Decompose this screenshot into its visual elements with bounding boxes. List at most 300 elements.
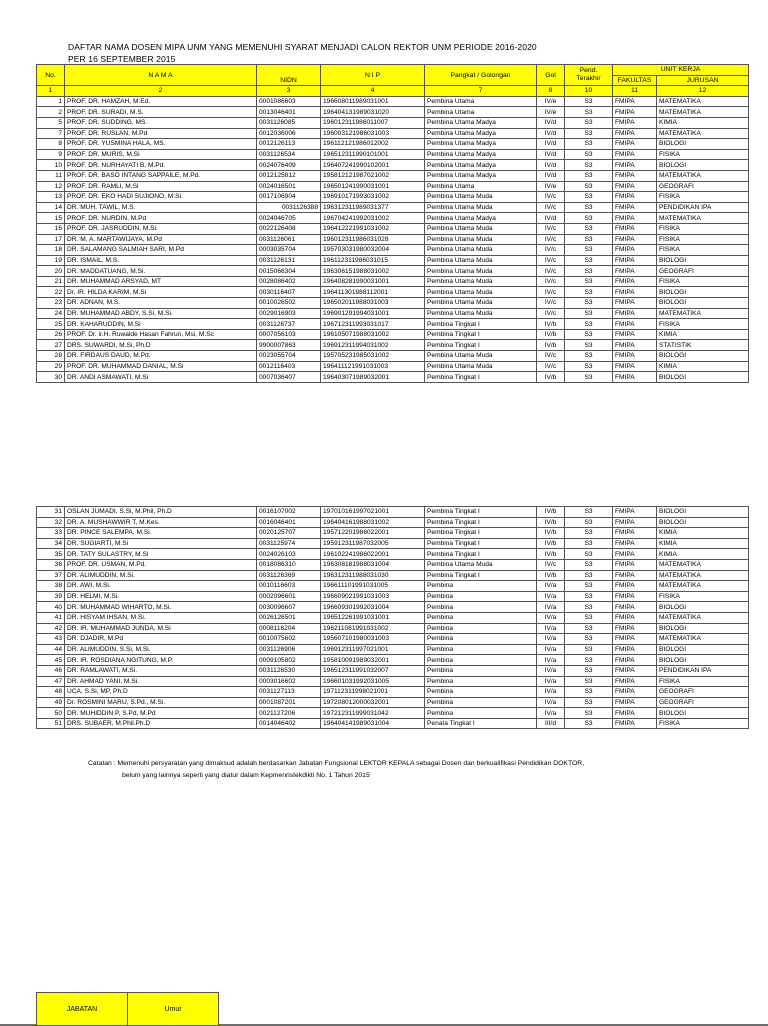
cell-gol: IV/a <box>537 602 565 613</box>
cell-nip: 196211081991031002 <box>321 623 425 634</box>
cell-jurusan: KIMIA <box>657 538 749 549</box>
cell-gol: IV/c <box>537 192 565 203</box>
cell-gol: III/d <box>537 718 565 729</box>
title-line-1: DAFTAR NAMA DOSEN MIPA UNM YANG MEMENUHI SYARAT MENJADI CALON REKTOR UNM PERIODE 2016-2020 <box>68 42 537 52</box>
cell-nidn: 0031126061 <box>257 234 321 245</box>
cell-nama: DR. AWI, M.Si. <box>65 581 257 592</box>
cell-nama: Dr. IR. HILDA KARIM, M.Si <box>65 287 257 298</box>
table-row <box>37 234 749 245</box>
cell-pangkat: Pembina <box>425 623 537 634</box>
cell-nidn: 0031126388 <box>257 202 321 213</box>
cell-pend: S3 <box>565 160 613 171</box>
cell-no: 7 <box>37 128 65 139</box>
cell-gol: IV/d <box>537 160 565 171</box>
cell-nip: 196308181988031004 <box>321 559 425 570</box>
header-col-number: 4 <box>321 86 425 97</box>
footnote-line-2: belum yang lainnya seperti yang diatur dalam Kepmenristekdikti No. 1 Tahun 2015 <box>122 772 370 779</box>
cell-gol: IV/b <box>537 517 565 528</box>
cell-nip: 196404131989031020 <box>321 107 425 118</box>
header-col-number: 1 <box>37 86 65 97</box>
cell-nama: DR. ISMAIL, M.S. <box>65 255 257 266</box>
cell-nama: DRS. SUBAER, M.Phil.Ph.D <box>65 718 257 729</box>
cell-pend: S3 <box>565 192 613 203</box>
cell-nip: 196609301992031004 <box>321 602 425 613</box>
cell-no: 30 <box>37 372 65 383</box>
table-row <box>37 351 749 362</box>
table-row <box>37 287 749 298</box>
cell-pangkat: Pembina Utama Muda <box>425 559 537 570</box>
cell-fakultas: FMIPA <box>613 351 657 362</box>
cell-no: 39 <box>37 591 65 602</box>
cell-nama: UCA, S.Si, MP, Ph.D <box>65 687 257 698</box>
cell-jurusan: KIMIA <box>657 329 749 340</box>
cell-gol: IV/a <box>537 697 565 708</box>
cell-fakultas: FMIPA <box>613 581 657 592</box>
cell-fakultas: FMIPA <box>613 170 657 181</box>
cell-nama: DR. IR. ROSDIANA NGITUNG, M.P. <box>65 655 257 666</box>
cell-pend: S3 <box>565 245 613 256</box>
cell-jurusan: MATEMATIKA <box>657 612 749 623</box>
table-row <box>37 192 749 203</box>
table-row <box>37 528 749 539</box>
cell-jurusan: STATISTIK <box>657 340 749 351</box>
table-row <box>37 266 749 277</box>
cell-no: 27 <box>37 340 65 351</box>
cell-nidn: 0028086402 <box>257 276 321 287</box>
cell-jurusan: MATEMATIKA <box>657 107 749 118</box>
cell-pend: S3 <box>565 107 613 118</box>
cell-jurusan: MATEMATIKA <box>657 634 749 645</box>
cell-jurusan: BIOLOGI <box>657 602 749 613</box>
cell-gol: IV/b <box>537 372 565 383</box>
cell-jurusan: MATEMATIKA <box>657 570 749 581</box>
cell-gol: IV/c <box>537 308 565 319</box>
cell-pend: S3 <box>565 549 613 560</box>
cell-pend: S3 <box>565 517 613 528</box>
cell-nip: 196112311986031015 <box>321 255 425 266</box>
cell-nip: 197010161997021001 <box>321 507 425 518</box>
header-gol: Gol <box>537 65 565 86</box>
cell-nama: DR. HELMI, M.Si. <box>65 591 257 602</box>
cell-no: 38 <box>37 581 65 592</box>
cell-nip: 196609021991031003 <box>321 591 425 602</box>
cell-nip: 197112311998021001 <box>321 687 425 698</box>
cell-nip: 196003121986031003 <box>321 128 425 139</box>
cell-pend: S3 <box>565 308 613 319</box>
cell-nip: 196611101991031005 <box>321 581 425 592</box>
cell-nama: PROF. DR. MURIS, M.Si <box>65 149 257 160</box>
cell-nidn: 0008116204 <box>257 623 321 634</box>
cell-pangkat: Pembina <box>425 634 537 645</box>
cell-nama: DR. MUHAMMAD ARSYAD, MT <box>65 276 257 287</box>
cell-nama: DR. ALIMUDDIN, S.Si, M.Si. <box>65 644 257 655</box>
cell-nip: 196112121986012002 <box>321 139 425 150</box>
cell-gol: IV/c <box>537 559 565 570</box>
cell-jurusan: FISIKA <box>657 676 749 687</box>
cell-gol: IV/c <box>537 245 565 256</box>
cell-nidn: 0024046705 <box>257 213 321 224</box>
cell-jurusan: KIMIA <box>657 117 749 128</box>
cell-nip: 196910171993031002 <box>321 192 425 203</box>
cell-jurusan: MATEMATIKA <box>657 128 749 139</box>
cell-pangkat: Pembina <box>425 697 537 708</box>
cell-gol: IV/b <box>537 538 565 549</box>
cell-jurusan: KIMIA <box>657 549 749 560</box>
cell-nidn: 0001086603 <box>257 96 321 107</box>
cell-jurusan: BIOLOGI <box>657 372 749 383</box>
table-body-bottom <box>37 507 749 729</box>
cell-pangkat: Pembina Tingkat I <box>425 549 537 560</box>
cell-pangkat: Pembina Utama Muda <box>425 308 537 319</box>
cell-nidn: 0024076409 <box>257 160 321 171</box>
cell-pangkat: Pembina Tingkat I <box>425 538 537 549</box>
cell-jurusan: MATEMATIKA <box>657 581 749 592</box>
cell-nidn: 0031126530 <box>257 665 321 676</box>
lecturer-table-bottom <box>36 506 749 729</box>
cell-no: 9 <box>37 149 65 160</box>
cell-pend: S3 <box>565 581 613 592</box>
cell-nidn: 0031126131 <box>257 255 321 266</box>
cell-nip: 196912311997021001 <box>321 644 425 655</box>
cell-nidn: 0031126534 <box>257 149 321 160</box>
table-row <box>37 708 749 719</box>
cell-no: 26 <box>37 329 65 340</box>
table-row <box>37 581 749 592</box>
table-row <box>37 718 749 729</box>
header-col-number: 8 <box>537 86 565 97</box>
cell-nidn: 0015066304 <box>257 266 321 277</box>
cell-fakultas: FMIPA <box>613 612 657 623</box>
footnote <box>88 758 584 782</box>
cell-pend: S3 <box>565 570 613 581</box>
cell-nama: DR. MUHIDDIN P, S.Pd, M.Pd <box>65 708 257 719</box>
cell-jurusan: BIOLOGI <box>657 517 749 528</box>
cell-pangkat: Pembina Tingkat I <box>425 329 537 340</box>
cell-nama: DR. RAMLAWATI, M.Si. <box>65 665 257 676</box>
cell-nidn: 0014046402 <box>257 718 321 729</box>
cell-no: 41 <box>37 612 65 623</box>
cell-nama: DR. HISYAM IHSAN, M.Si. <box>65 612 257 623</box>
cell-no: 46 <box>37 665 65 676</box>
cell-jurusan: BIOLOGI <box>657 507 749 518</box>
cell-nidn: 0016107002 <box>257 507 321 518</box>
cell-nama: DR. MUHAMMAD ABDY, S.Si, M.Si. <box>65 308 257 319</box>
cell-pend: S3 <box>565 340 613 351</box>
table-row <box>37 223 749 234</box>
cell-nama: PROF. DR. NURDIN, M.Pd <box>65 213 257 224</box>
cell-jurusan: GEOGRAFI <box>657 697 749 708</box>
cell-gol: IV/a <box>537 581 565 592</box>
cell-nip: 195812121987021002 <box>321 170 425 181</box>
cell-gol: IV/c <box>537 202 565 213</box>
cell-gol: IV/b <box>537 507 565 518</box>
cell-jurusan: FISIKA <box>657 149 749 160</box>
cell-pend: S3 <box>565 507 613 518</box>
cell-no: 10 <box>37 160 65 171</box>
cell-fakultas: FMIPA <box>613 245 657 256</box>
cell-no: 2 <box>37 107 65 118</box>
table-row <box>37 623 749 634</box>
table-row <box>37 139 749 150</box>
table-row <box>37 181 749 192</box>
cell-pend: S3 <box>565 623 613 634</box>
table-row <box>37 559 749 570</box>
cell-nidn: 0003016602 <box>257 676 321 687</box>
cell-no: 25 <box>37 319 65 330</box>
cell-gol: IV/a <box>537 644 565 655</box>
cell-pangkat: Pembina <box>425 591 537 602</box>
cell-nidn: 0010116603 <box>257 581 321 592</box>
table-row <box>37 213 749 224</box>
footer-umur: Umur <box>128 993 219 1026</box>
cell-pangkat: Pembina <box>425 602 537 613</box>
cell-nip: 196404161988031002 <box>321 517 425 528</box>
cell-nip: 196012311986011007 <box>321 117 425 128</box>
cell-pangkat: Pembina Utama <box>425 107 537 118</box>
cell-jurusan: FISIKA <box>657 223 749 234</box>
cell-pangkat: Pembina Utama Muda <box>425 361 537 372</box>
cell-pangkat: Pembina Utama Madya <box>425 117 537 128</box>
cell-pangkat: Pembina Utama <box>425 96 537 107</box>
cell-fakultas: FMIPA <box>613 687 657 698</box>
cell-nama: DR. ALIMUDDIN, M.Si. <box>65 570 257 581</box>
cell-fakultas: FMIPA <box>613 160 657 171</box>
cell-pend: S3 <box>565 255 613 266</box>
cell-fakultas: FMIPA <box>613 655 657 666</box>
cell-jurusan: PENDIDIKAN IPA <box>657 665 749 676</box>
document-title <box>68 41 537 65</box>
cell-jurusan: BIOLOGI <box>657 708 749 719</box>
table-row <box>37 107 749 118</box>
cell-no: 40 <box>37 602 65 613</box>
cell-jurusan: BIOLOGI <box>657 644 749 655</box>
cell-fakultas: FMIPA <box>613 549 657 560</box>
cell-nip: 196404141989031004 <box>321 718 425 729</box>
cell-nip: 196704241992031002 <box>321 213 425 224</box>
cell-pend: S3 <box>565 665 613 676</box>
cell-fakultas: FMIPA <box>613 538 657 549</box>
cell-fakultas: FMIPA <box>613 202 657 213</box>
cell-no: 24 <box>37 308 65 319</box>
cell-jurusan: BIOLOGI <box>657 655 749 666</box>
cell-gol: IV/a <box>537 634 565 645</box>
cell-nidn: 0022126408 <box>257 223 321 234</box>
cell-fakultas: FMIPA <box>613 697 657 708</box>
cell-pend: S3 <box>565 149 613 160</box>
cell-gol: IV/a <box>537 665 565 676</box>
cell-nidn: 0031126737 <box>257 319 321 330</box>
cell-pangkat: Pembina Utama Madya <box>425 139 537 150</box>
cell-gol: IV/b <box>537 329 565 340</box>
cell-gol: IV/c <box>537 361 565 372</box>
cell-nip: 196312311989031377 <box>321 202 425 213</box>
cell-gol: IV/d <box>537 117 565 128</box>
cell-jurusan: MATEMATIKA <box>657 559 749 570</box>
cell-pend: S3 <box>565 266 613 277</box>
cell-no: 12 <box>37 181 65 192</box>
cell-pend: S3 <box>565 687 613 698</box>
header-col-number: 7 <box>425 86 537 97</box>
table-row <box>37 372 749 383</box>
cell-fakultas: FMIPA <box>613 507 657 518</box>
cell-jurusan: MATEMATIKA <box>657 96 749 107</box>
cell-pend: S3 <box>565 319 613 330</box>
cell-no: 23 <box>37 298 65 309</box>
cell-nidn: 0012036006 <box>257 128 321 139</box>
table-row <box>37 676 749 687</box>
cell-fakultas: FMIPA <box>613 602 657 613</box>
cell-nidn: 0013046401 <box>257 107 321 118</box>
cell-jurusan: KIMIA <box>657 361 749 372</box>
table-row <box>37 308 749 319</box>
cell-nip: 196512261991031001 <box>321 612 425 623</box>
cell-nama: DRS. SUWARDI, M.Si, Ph.D <box>65 340 257 351</box>
header-nidn: NIDN <box>257 65 321 86</box>
header-fakultas: FAKULTAS <box>613 75 657 86</box>
cell-pend: S3 <box>565 591 613 602</box>
table-row <box>37 276 749 287</box>
cell-nidn: 0030116407 <box>257 287 321 298</box>
footer-jabatan: JABATAN <box>37 993 128 1026</box>
cell-nama: PROF. DR. RUSLAN, M.Pd <box>65 128 257 139</box>
cell-pangkat: Pembina <box>425 687 537 698</box>
cell-gol: IV/e <box>537 181 565 192</box>
cell-jurusan: FISIKA <box>657 591 749 602</box>
cell-gol: IV/e <box>537 96 565 107</box>
cell-fakultas: FMIPA <box>613 665 657 676</box>
cell-gol: IV/d <box>537 170 565 181</box>
cell-no: 13 <box>37 192 65 203</box>
cell-fakultas: FMIPA <box>613 287 657 298</box>
cell-gol: IV/a <box>537 708 565 719</box>
cell-nip: 195912311987032005 <box>321 538 425 549</box>
cell-nidn: 0016046401 <box>257 517 321 528</box>
cell-no: 35 <box>37 549 65 560</box>
cell-no: 29 <box>37 361 65 372</box>
cell-jurusan: FISIKA <box>657 718 749 729</box>
cell-pend: S3 <box>565 298 613 309</box>
cell-pangkat: Pembina Tingkat I <box>425 507 537 518</box>
cell-nama: OSLAN JUMADI, S.Si, M.Phil, Ph.D <box>65 507 257 518</box>
cell-nidn: 0024026103 <box>257 549 321 560</box>
cell-gol: IV/d <box>537 139 565 150</box>
cell-pangkat: Penata Tingkat I <box>425 718 537 729</box>
cell-jurusan: GEOGRAFI <box>657 687 749 698</box>
cell-gol: IV/b <box>537 549 565 560</box>
cell-nip: 196105071988031002 <box>321 329 425 340</box>
cell-pangkat: Pembina <box>425 676 537 687</box>
table-row <box>37 612 749 623</box>
cell-fakultas: FMIPA <box>613 718 657 729</box>
cell-no: 32 <box>37 517 65 528</box>
cell-pangkat: Pembina Utama Muda <box>425 276 537 287</box>
cell-nama: DR. MUH. TAWIL, M.S. <box>65 202 257 213</box>
cell-nidn: 0010075602 <box>257 634 321 645</box>
cell-no: 50 <box>37 708 65 719</box>
cell-nama: PROF. DR. SURADI, M.S. <box>65 107 257 118</box>
cell-gol: IV/c <box>537 351 565 362</box>
cell-pangkat: Pembina <box>425 644 537 655</box>
cell-pend: S3 <box>565 528 613 539</box>
cell-nip: 196601031992031005 <box>321 676 425 687</box>
cell-nidn: 0021127206 <box>257 708 321 719</box>
table-row <box>37 128 749 139</box>
table-row <box>37 255 749 266</box>
cell-fakultas: FMIPA <box>613 139 657 150</box>
cell-nip: 196712311993031017 <box>321 319 425 330</box>
cell-fakultas: FMIPA <box>613 213 657 224</box>
cell-no: 11 <box>37 170 65 181</box>
cell-nidn: 0012116403 <box>257 361 321 372</box>
table-row <box>37 170 749 181</box>
cell-nama: PROF. DR. JASRUDDIN, M.Si. <box>65 223 257 234</box>
cell-nip: 196608011989031001 <box>321 96 425 107</box>
cell-fakultas: FMIPA <box>613 149 657 160</box>
cell-nama: DR. DJADIR, M.Pd <box>65 634 257 645</box>
header-col-number: 10 <box>565 86 613 97</box>
cell-fakultas: FMIPA <box>613 181 657 192</box>
cell-nama: PROF. DR. MUHAMMAD DANIAL, M.Si <box>65 361 257 372</box>
cell-nidn: 0010026502 <box>257 298 321 309</box>
cell-pangkat: Pembina <box>425 581 537 592</box>
cell-nidn: 0018086310 <box>257 559 321 570</box>
cell-fakultas: FMIPA <box>613 96 657 107</box>
cell-nidn: 0029016903 <box>257 308 321 319</box>
header-column-numbers <box>37 86 749 97</box>
cell-pend: S3 <box>565 276 613 287</box>
cell-no: 44 <box>37 644 65 655</box>
cell-pangkat: Pembina <box>425 708 537 719</box>
cell-jurusan: GEOGRAFI <box>657 181 749 192</box>
cell-pangkat: Pembina Tingkat I <box>425 570 537 581</box>
table-row <box>37 549 749 560</box>
cell-pend: S3 <box>565 181 613 192</box>
cell-fakultas: FMIPA <box>613 298 657 309</box>
cell-pend: S3 <box>565 128 613 139</box>
cell-gol: IV/a <box>537 655 565 666</box>
cell-fakultas: FMIPA <box>613 570 657 581</box>
cell-pend: S3 <box>565 602 613 613</box>
table-row <box>37 687 749 698</box>
cell-nidn: 0017106904 <box>257 192 321 203</box>
cell-no: 49 <box>37 697 65 708</box>
header-no: No. <box>37 65 65 86</box>
cell-jurusan: GEOGRAFI <box>657 266 749 277</box>
cell-no: 18 <box>37 245 65 256</box>
cell-gol: IV/c <box>537 266 565 277</box>
cell-nama: DR. M. A. MARTAWIJAYA, M.Pd <box>65 234 257 245</box>
cell-pangkat: Pembina Utama Muda <box>425 351 537 362</box>
table-row <box>37 538 749 549</box>
cell-nip: 195705231985031002 <box>321 351 425 362</box>
cell-nip: 196012311986031028 <box>321 234 425 245</box>
cell-no: 16 <box>37 223 65 234</box>
cell-no: 15 <box>37 213 65 224</box>
cell-pend: S3 <box>565 96 613 107</box>
table-row <box>37 697 749 708</box>
cell-pangkat: Pembina Utama Muda <box>425 234 537 245</box>
cell-pend: S3 <box>565 718 613 729</box>
cell-nip: 196412221991031002 <box>321 223 425 234</box>
cell-pangkat: Pembina Utama Muda <box>425 192 537 203</box>
cell-gol: IV/d <box>537 149 565 160</box>
table-row <box>37 117 749 128</box>
cell-no: 47 <box>37 676 65 687</box>
cell-nama: DR. ADNAN, M.S. <box>65 298 257 309</box>
cell-pangkat: Pembina Utama Madya <box>425 149 537 160</box>
cell-gol: IV/b <box>537 319 565 330</box>
cell-nama: DR. PINCE SALEMPA, M.Si. <box>65 528 257 539</box>
